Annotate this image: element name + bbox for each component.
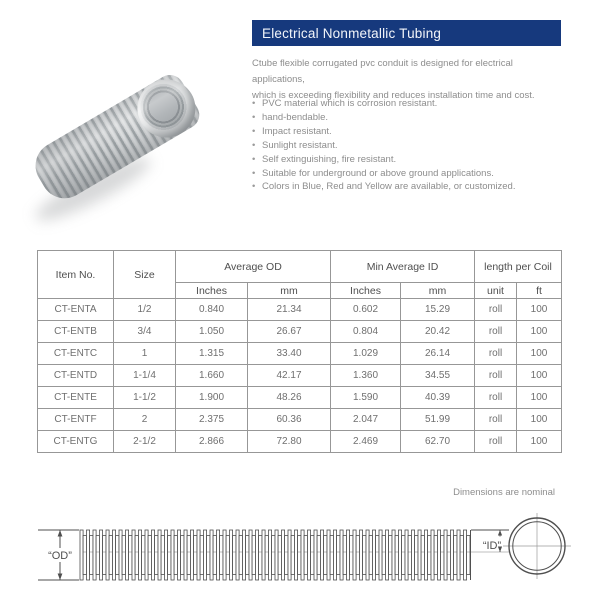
col-min-average-id: Min Average ID xyxy=(331,251,475,283)
cell-id-mm: 26.14 xyxy=(401,343,475,365)
col-od-mm: mm xyxy=(248,283,331,299)
cell-size: 1-1/2 xyxy=(114,387,176,409)
feature-item xyxy=(252,111,564,125)
col-size: Size xyxy=(114,251,176,299)
feature-text: Impact resistant. xyxy=(262,125,332,137)
cell-od-mm: 26.67 xyxy=(248,321,331,343)
col-id-inches: Inches xyxy=(331,283,401,299)
cell-item: CT-ENTA xyxy=(38,299,114,321)
cell-od-in: 0.840 xyxy=(176,299,248,321)
table-row xyxy=(38,365,562,387)
tube-side-view xyxy=(80,530,470,580)
cell-id-in: 1.590 xyxy=(331,387,401,409)
cell-id-mm: 62.70 xyxy=(401,431,475,453)
table-row xyxy=(38,409,562,431)
cell-id-mm: 51.99 xyxy=(401,409,475,431)
cell-ft: 100 xyxy=(517,409,562,431)
cell-od-mm: 21.34 xyxy=(248,299,331,321)
col-unit: unit xyxy=(475,283,517,299)
cell-od-in: 1.315 xyxy=(176,343,248,365)
cell-od-mm: 42.17 xyxy=(248,365,331,387)
feature-text: PVC material which is corrosion resistant. xyxy=(262,98,438,109)
cell-od-in: 1.900 xyxy=(176,387,248,409)
cell-unit: roll xyxy=(475,365,517,387)
cell-unit: roll xyxy=(475,387,517,409)
bullet-icon: • xyxy=(252,98,256,109)
col-length-per-coil: length per Coil xyxy=(475,251,562,283)
cell-item: CT-ENTC xyxy=(38,343,114,365)
cell-unit: roll xyxy=(475,409,517,431)
title-bar xyxy=(252,20,561,46)
cell-ft: 100 xyxy=(517,431,562,453)
bullet-icon: • xyxy=(252,167,256,179)
cell-od-mm: 60.36 xyxy=(248,409,331,431)
table-row xyxy=(38,387,562,409)
feature-item xyxy=(252,167,564,181)
cell-size: 1/2 xyxy=(114,299,176,321)
table-header-row xyxy=(38,251,562,283)
cell-unit: roll xyxy=(475,321,517,343)
cell-id-mm: 20.42 xyxy=(401,321,475,343)
cell-id-in: 0.804 xyxy=(331,321,401,343)
cell-id-in: 2.469 xyxy=(331,431,401,453)
cell-od-in: 1.660 xyxy=(176,365,248,387)
cell-size: 3/4 xyxy=(114,321,176,343)
cell-ft: 100 xyxy=(517,321,562,343)
dimension-diagram xyxy=(0,505,600,605)
feature-item xyxy=(252,139,564,153)
bullet-icon: • xyxy=(252,125,256,137)
cell-id-in: 0.602 xyxy=(331,299,401,321)
feature-list xyxy=(252,97,564,194)
feature-item xyxy=(252,97,564,111)
cell-od-mm: 72.80 xyxy=(248,431,331,453)
id-dimension-label: “ID” xyxy=(482,540,502,552)
cell-od-in: 1.050 xyxy=(176,321,248,343)
cell-item: CT-ENTB xyxy=(38,321,114,343)
cell-id-in: 1.360 xyxy=(331,365,401,387)
col-item-no: Item No. xyxy=(38,251,114,299)
product-photo xyxy=(15,10,247,228)
feature-item xyxy=(252,180,564,194)
cell-ft: 100 xyxy=(517,365,562,387)
col-average-od: Average OD xyxy=(176,251,331,283)
cell-size: 2 xyxy=(114,409,176,431)
cell-id-in: 1.029 xyxy=(331,343,401,365)
col-od-inches: Inches xyxy=(176,283,248,299)
cell-od-in: 2.375 xyxy=(176,409,248,431)
tube-open-end xyxy=(127,69,206,148)
arrow-down-icon xyxy=(58,574,63,581)
feature-text: Suitable for underground or above ground applications. xyxy=(262,167,494,179)
feature-item xyxy=(252,125,564,139)
cell-unit: roll xyxy=(475,431,517,453)
arrow-up-icon xyxy=(58,530,63,537)
col-ft: ft xyxy=(517,283,562,299)
table-row xyxy=(38,321,562,343)
cell-ft: 100 xyxy=(517,299,562,321)
cell-id-mm: 34.55 xyxy=(401,365,475,387)
spec-table xyxy=(37,250,562,453)
arrow-up-icon xyxy=(498,530,502,536)
table-row xyxy=(38,299,562,321)
cell-ft: 100 xyxy=(517,387,562,409)
bullet-icon: • xyxy=(252,153,256,165)
table-row xyxy=(38,431,562,453)
feature-text: Colors in Blue, Red and Yellow are available, or customized. xyxy=(262,181,516,193)
cell-item: CT-ENTD xyxy=(38,365,114,387)
cell-size: 2-1/2 xyxy=(114,431,176,453)
feature-item xyxy=(252,153,564,167)
cell-id-mm: 15.29 xyxy=(401,299,475,321)
table-row xyxy=(38,343,562,365)
cell-size: 1-1/4 xyxy=(114,365,176,387)
intro-line: Ctube flexible corrugated pvc conduit is designed for electrical applications, xyxy=(252,58,513,85)
cell-item: CT-ENTF xyxy=(38,409,114,431)
cell-item: CT-ENTG xyxy=(38,431,114,453)
dimensions-note: Dimensions are nominal xyxy=(453,487,555,498)
bullet-icon: • xyxy=(252,181,256,193)
intro-line: which is exceeding flexibility and reduces installation time and cost. xyxy=(252,90,535,101)
cell-unit: roll xyxy=(475,299,517,321)
feature-text: Sunlight resistant. xyxy=(262,139,338,151)
page-title: Electrical Nonmetallic Tubing xyxy=(262,25,442,41)
cell-od-mm: 33.40 xyxy=(248,343,331,365)
od-dimension-label: “OD” xyxy=(48,550,72,562)
bullet-icon: • xyxy=(252,111,256,123)
cell-size: 1 xyxy=(114,343,176,365)
cell-unit: roll xyxy=(475,343,517,365)
feature-text: hand-bendable. xyxy=(262,111,329,123)
col-id-mm: mm xyxy=(401,283,475,299)
cell-ft: 100 xyxy=(517,343,562,365)
cell-item: CT-ENTE xyxy=(38,387,114,409)
cell-id-mm: 40.39 xyxy=(401,387,475,409)
bullet-icon: • xyxy=(252,139,256,151)
cell-od-in: 2.866 xyxy=(176,431,248,453)
cell-id-in: 2.047 xyxy=(331,409,401,431)
cell-od-mm: 48.26 xyxy=(248,387,331,409)
feature-text: Self extinguishing, fire resistant. xyxy=(262,153,397,165)
